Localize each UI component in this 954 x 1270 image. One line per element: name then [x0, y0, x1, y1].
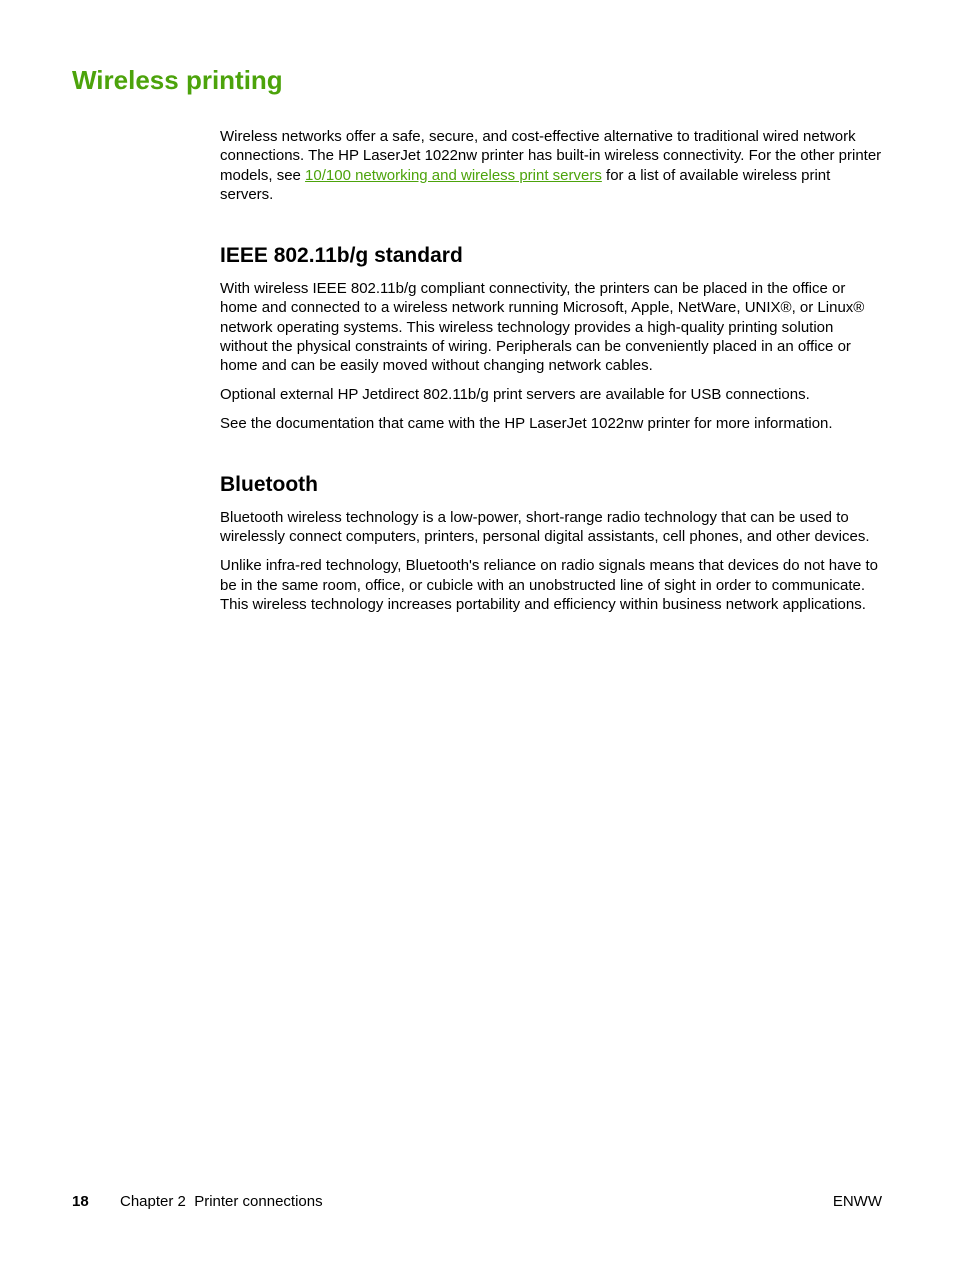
chapter-title: Chapter 2 Printer connections: [120, 1193, 323, 1210]
page-number: 18: [72, 1193, 89, 1210]
bluetooth-paragraph-2: Unlike infra-red technology, Bluetooth's reliance on radio signals means that devices do not have to be in the same room, office, or cubicle with an unobstructed line of sight in order to communicate. This wireless technology increases portability and efficiency within business network applications.: [220, 557, 878, 613]
networking-print-servers-link[interactable]: 10/100 networking and wireless print servers: [305, 166, 602, 184]
ieee-paragraph-1: With wireless IEEE 802.11b/g compliant connectivity, the printers can be placed in the office or home and connected to a wireless network running Microsoft, Apple, NetWare, UNIX®, or Linux® network operating systems. This wireless technology provides a high-quality printing solution without the physical constraints of wiring. Peripherals can be conveniently placed in an office or home and can be easily moved without changing network cables.: [220, 280, 865, 375]
document-id: ENWW: [832, 1193, 882, 1210]
ieee-section: [220, 242, 884, 443]
intro-text-after-link: for a list of available wireless print servers.: [220, 166, 831, 203]
intro-section: [220, 127, 884, 214]
bluetooth-paragraph-1: Bluetooth wireless technology is a low-power, short-range radio technology that can be used to wirelessly connect computers, printers, personal digital assistants, cell phones, and other devices.: [220, 509, 870, 546]
intro-paragraph: [220, 127, 884, 204]
bluetooth-heading: Bluetooth: [220, 473, 318, 496]
ieee-heading: IEEE 802.11b/g standard: [220, 244, 463, 267]
ieee-paragraph-3: See the documentation that came with the HP LaserJet 1022nw printer for more information.: [220, 415, 833, 433]
ieee-paragraph-2: Optional external HP Jetdirect 802.11b/g print servers are available for USB connections.: [220, 386, 810, 404]
bluetooth-section: [220, 471, 884, 624]
intro-text-before-link: Wireless networks offer a safe, secure, and cost-effective alternative to traditional wired network connections. The HP LaserJet 1022nw printer has built-in wireless connectivity. For the other printer models, see: [220, 128, 882, 184]
page-title: Wireless printing: [72, 65, 283, 95]
